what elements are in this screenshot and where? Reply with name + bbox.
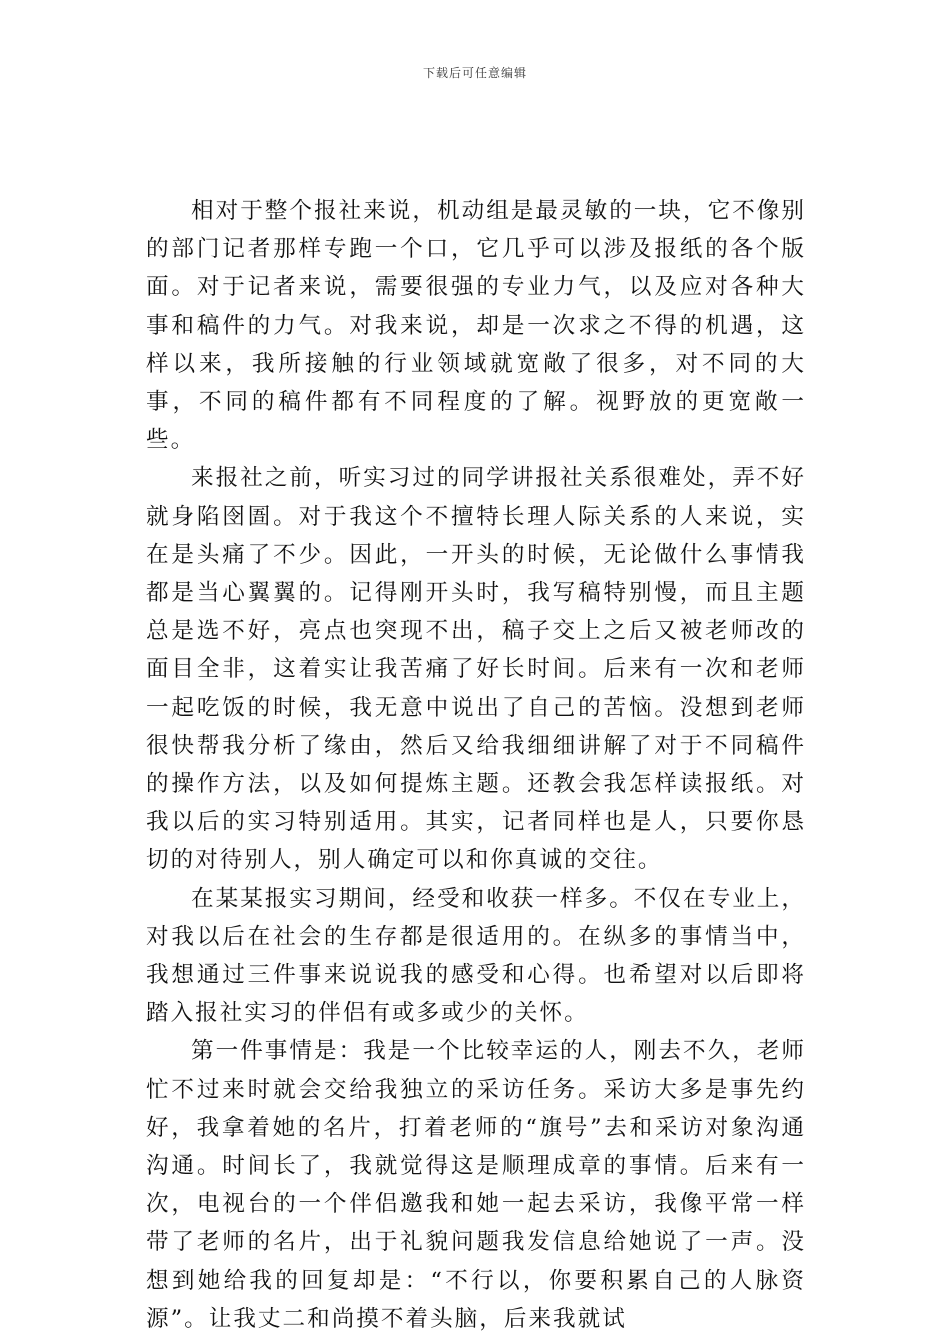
paragraph-1: 相对于整个报社来说，机动组是最灵敏的一块，它不像别的部门记者那样专跑一个口，它几乎可以涉及报纸的各个版面。对于记者来说，需要很强的专业力气，以及应对各种大事和稿件的力气。对我来说，却是一次求之不得的机遇，这样以来，我所接触的行业领域就宽敞了很多，对不同的大事，不同的稿件都有不同程度的了解。视野放的更宽敞一些。	[146, 198, 806, 454]
document-body	[146, 192, 806, 1338]
paragraph-4: 第一件事情是：我是一个比较幸运的人，刚去不久，老师忙不过来时就会交给我独立的采访任务。采访大多是事先约好，我拿着她的名片，打着老师的“旗号”去和采访对象沟通沟通。时间长了，我就觉得这是顺理成章的事情。后来有一次，电视台的一个伴侣邀我和她一起去采访，我像平常一样带了老师的名片，出于礼貌问题我发信息给她说了一声。没想到她给我的回复却是：“不行以，你要积累自己的人脉资源”。让我丈二和尚摸不着头脑，后来我就试	[146, 1038, 806, 1332]
paragraph-3: 在某某报实习期间，经受和收获一样多。不仅在专业上，对我以后在社会的生存都是很适用的。在纵多的事情当中，我想通过三件事来说说我的感受和心得。也希望对以后即将踏入报社实习的伴侣有或多或少的关怀。	[146, 885, 806, 1027]
paragraph-2: 来报社之前，听实习过的同学讲报社关系很难处，弄不好就身陷囹圄。对于我这个不擅特长理人际关系的人来说，实在是头痛了不少。因此，一开头的时候，无论做什么事情我都是当心翼翼的。记得刚开头时，我写稿特别慢，而且主题总是选不好，亮点也突现不出，稿子交上之后又被老师改的面目全非，这着实让我苦痛了好长时间。后来有一次和老师一起吃饭的时候，我无意中说出了自己的苦恼。没想到老师很快帮我分析了缘由，然后又给我细细讲解了对于不同稿件的操作方法，以及如何提炼主题。还教会我怎样读报纸。对我以后的实习特别适用。其实，记者同样也是人，只要你恳切的对待别人，别人确定可以和你真诚的交往。	[146, 465, 806, 874]
page-header: 下载后可任意编辑	[422, 66, 527, 80]
